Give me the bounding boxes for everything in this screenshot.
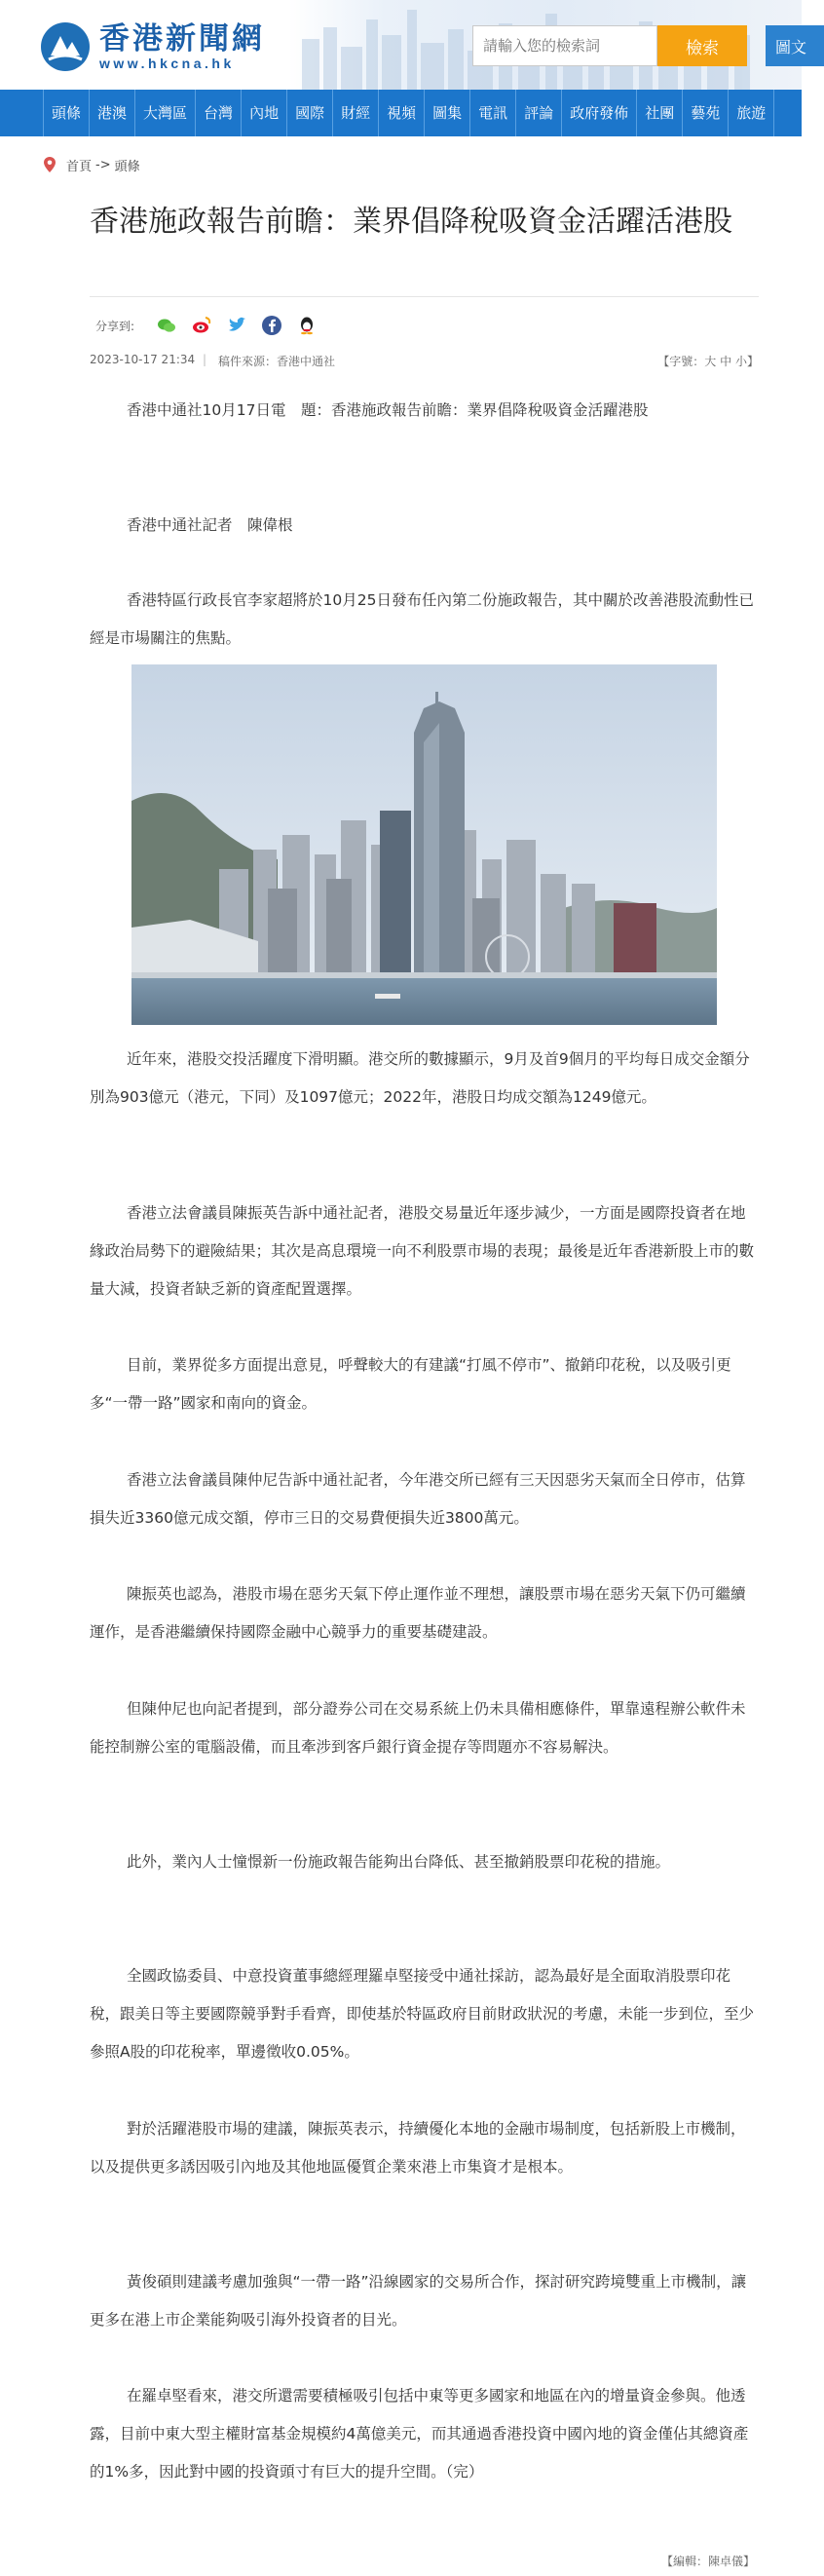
logo-emblem-icon <box>41 22 90 71</box>
nav-item-finance[interactable]: 財經 <box>333 90 379 136</box>
article-paragraph: 香港立法會議員陳振英告訴中通社記者，港股交易量近年逐步減少，一方面是國際投資者在地緣政治局勢下的避險結果；其次是高息環境一向不利股票市場的表現；最後是近年香港新股上市的數量大減，投資者缺乏新的資產配置選擇。 <box>90 1204 755 1298</box>
article-paragraph: 全國政協委員、中意投資董事總經理羅卓堅接受中通社採訪，認為最好是全面取消股票印花稅，跟美日等主要國際競爭對手看齊，即使基於特區政府目前財政狀況的考慮，未能一步到位，至少參照A股的印花稅率，單邊徵收0.05%。 <box>90 1967 755 2061</box>
article-paragraph: 香港中通社10月17日電 題：香港施政報告前瞻：業界倡降稅吸資金活躍港股 <box>127 401 649 419</box>
article-paragraph: 但陳仲尼也向記者提到，部分證券公司在交易系統上仍未具備相應條件，單靠遠程辦公軟件未能控制辦公室的電腦設備，而且牽涉到客戶銀行資金提存等問題亦不容易解決。 <box>90 1700 746 1756</box>
nav-item-gallery[interactable]: 圖集 <box>425 90 470 136</box>
article-paragraph: 對於活躍港股市場的建議，陳振英表示，持續優化本地的金融市場制度，包括新股上市機制，以及提供更多誘因吸引內地及其他地區優質企業來港上市集資才是根本。 <box>90 2120 746 2176</box>
article-meta <box>90 353 759 370</box>
main-nav <box>0 90 802 136</box>
search-input[interactable] <box>472 25 657 66</box>
article-paragraph: 陳振英也認為，港股市場在惡劣天氣下停止運作並不理想，讓股票市場在惡劣天氣下仍可繼續運作，是香港繼續保持國際金融中心競爭力的重要基礎建設。 <box>90 1585 746 1641</box>
breadcrumb-home-link[interactable]: 首頁 <box>66 159 93 174</box>
nav-item-commentary[interactable]: 評論 <box>516 90 562 136</box>
nav-item-headlines[interactable]: 頭條 <box>43 90 90 136</box>
site-header <box>0 0 807 90</box>
title-divider <box>90 296 759 297</box>
nav-item-greater-bay-area[interactable]: 大灣區 <box>135 90 196 136</box>
nav-item-wire[interactable]: 電訊 <box>470 90 516 136</box>
breadcrumb-separator: -> <box>95 157 111 172</box>
wechat-icon[interactable] <box>156 315 177 336</box>
article-paragraph: 在羅卓堅看來，港交所還需要積極吸引包括中東等更多國家和地區在內的增量資金參與。他透露，目前中東大型主權財富基金規模約4萬億美元，而其通過香港投資中國內地的資金僅佔其總資產的1%多，因此對中國的投資頭寸有巨大的提升空間。（完） <box>90 2387 749 2481</box>
share-bar <box>95 314 318 337</box>
article-source: 稿件來源：香港中通社 <box>218 355 336 368</box>
article-paragraph: 香港特區行政長官李家超將於10月25日發布任內第二份施政報告，其中關於改善港股流動性已經是市場關注的焦點。 <box>90 591 754 647</box>
twitter-icon[interactable] <box>226 315 247 336</box>
site-logo[interactable] <box>41 19 265 74</box>
article-photo-hk-skyline <box>131 664 717 1025</box>
article-paragraph: 此外，業內人士憧憬新一份施政報告能夠出台降低、甚至撤銷股票印花稅的措施。 <box>127 1853 671 1871</box>
logo-url: www.hkcna.hk <box>99 56 235 71</box>
breadcrumb-current-link[interactable]: 頭條 <box>114 159 140 174</box>
image-news-button[interactable]: 圖文 <box>766 25 824 66</box>
nav-item-hk-macau[interactable]: 港澳 <box>90 90 135 136</box>
font-size-large[interactable]: 大 <box>704 355 717 368</box>
article-paragraph: 香港立法會議員陳仲尼告訴中通社記者，今年港交所已經有三天因惡劣天氣而全日停市，估算損失近3360億元成交額，停市三日的交易費便損失近3800萬元。 <box>90 1471 746 1527</box>
publish-date: 2023-10-17 21:34 <box>90 353 196 366</box>
editor-credit: 【編輯：陳卓儀】 <box>660 2555 755 2568</box>
nav-item-arts[interactable]: 藝苑 <box>683 90 729 136</box>
font-size-medium[interactable]: 中 <box>720 355 732 368</box>
nav-item-community[interactable]: 社團 <box>637 90 683 136</box>
nav-item-travel[interactable]: 旅遊 <box>729 90 774 136</box>
weibo-icon[interactable] <box>191 315 212 336</box>
nav-item-taiwan[interactable]: 台灣 <box>196 90 242 136</box>
article-title: 香港施政報告前瞻：業界倡降稅吸資金活躍活港股 <box>90 205 732 239</box>
font-size-close: 】 <box>746 355 759 368</box>
logo-title: 香港新聞網 <box>99 21 265 57</box>
breadcrumb <box>43 154 140 175</box>
nav-item-international[interactable]: 國際 <box>287 90 333 136</box>
article-paragraph: 香港中通社記者 陳偉根 <box>127 516 293 534</box>
search-button[interactable]: 檢索 <box>657 25 747 66</box>
font-size-label: 【字號： <box>657 355 705 368</box>
article-paragraph: 近年來，港股交投活躍度下滑明顯。港交所的數據顯示，9月及首9個月的平均每日成交金額分別為903億元（港元，下同）及1097億元；2022年，港股日均成交額為1249億元。 <box>90 1050 750 1106</box>
article-paragraph: 目前，業界從多方面提出意見，呼聲較大的有建議“打風不停市”、撤銷印花稅，以及吸引更多“一帶一路”國家和南向的資金。 <box>90 1356 731 1412</box>
share-label: 分享到: <box>95 319 135 333</box>
nav-item-government[interactable]: 政府發佈 <box>562 90 637 136</box>
nav-item-video[interactable]: 視頻 <box>379 90 425 136</box>
article-paragraph: 黃俊碩則建議考慮加強與“一帶一路”沿線國家的交易所合作，探討研究跨境雙重上市機制，讓更多在港上市企業能夠吸引海外投資者的目光。 <box>90 2273 747 2329</box>
qq-icon[interactable] <box>296 315 318 336</box>
font-size-small[interactable]: 小 <box>734 355 747 368</box>
location-pin-icon <box>43 156 56 173</box>
meta-separator: | <box>203 353 207 366</box>
facebook-icon[interactable] <box>261 315 282 336</box>
font-size-control <box>657 353 759 369</box>
nav-item-mainland[interactable]: 內地 <box>242 90 287 136</box>
